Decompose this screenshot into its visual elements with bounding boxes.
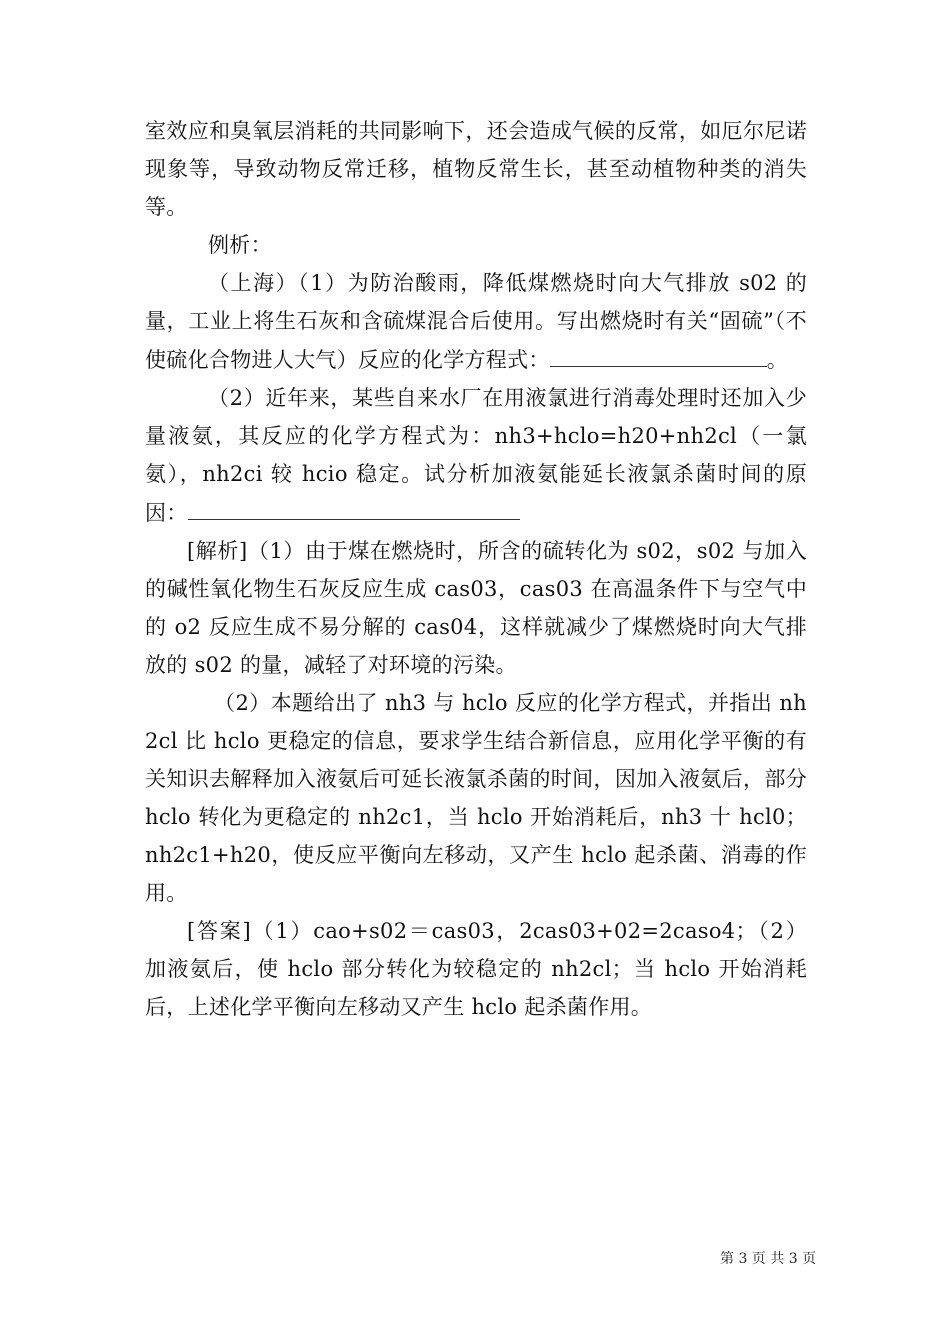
paragraph-question-2	[145, 379, 807, 532]
page-number-footer: 第 3 页 共 3 页	[720, 1251, 817, 1267]
question-1-end: 。	[766, 348, 789, 372]
paragraph-climate-effects: 室效应和臭氧层消耗的共同影响下，还会造成气候的反常，如厄尔尼诺现象等，导致动物反常迁移，植物反常生长，甚至动植物种类的消失等。	[145, 119, 807, 219]
document-body	[145, 112, 807, 1026]
question-2-text: （2）近年来，某些自来水厂在用液氯进行消毒处理时还加入少量液氨，其反应的化学方程式为：nh3+hclo=h20+nh2cl（一氯氨），nh2ci 较 hcio 稳定。试分析加液氨能延长液氯杀菌时间的原因：	[145, 386, 807, 525]
answer-blank-1b	[692, 340, 767, 367]
question-1-text: （上海）（1）为防治酸雨，降低煤燃烧时向大气排放 s02 的量，工业上将生石灰和含硫煤混合后使用。写出燃烧时有关“固硫”（不使硫化合物进人大气）反应的化学方程式：	[145, 271, 807, 372]
paragraph-analysis-1: [解析]（1）由于煤在燃烧时，所含的硫转化为 s02，s02 与加入的碱性氧化物生石灰反应生成 cas03，cas03 在高温条件下与空气中的 o2 反应生成不易分解的 cas04，这样就减少了煤燃烧时向大气排放的 s02 的量，减轻了对环境的污染。	[145, 539, 807, 677]
answer-blank-1a	[550, 340, 692, 367]
paragraph-analysis-2: （2）本题给出了 nh3 与 hclo 反应的化学方程式，并指出 nh2cl 比 hclo 更稳定的信息，要求学生结合新信息，应用化学平衡的有关知识去解释加入液氨后可延长液氯杀菌的时间，因加入液氨后，部分 hclo 转化为更稳定的 nh2c1，当 hclo 开始消耗后，nh3 十 hcl0；nh2c1+h20，使反应平衡向左移动，又产生 hclo 起杀菌、消毒的作用。	[145, 691, 807, 905]
paragraph-answer: [答案]（1）cao+s02＝cas03，2cas03+02=2caso4；（2）加液氨后，使 hclo 部分转化为较稳定的 nh2cl；当 hclo 开始消耗后，上述化学平衡向左移动又产生 hclo 起杀菌作用。	[145, 919, 807, 1019]
answer-blank-2	[188, 493, 520, 520]
paragraph-example-heading: 例析：	[208, 233, 272, 257]
paragraph-question-1	[145, 264, 807, 379]
